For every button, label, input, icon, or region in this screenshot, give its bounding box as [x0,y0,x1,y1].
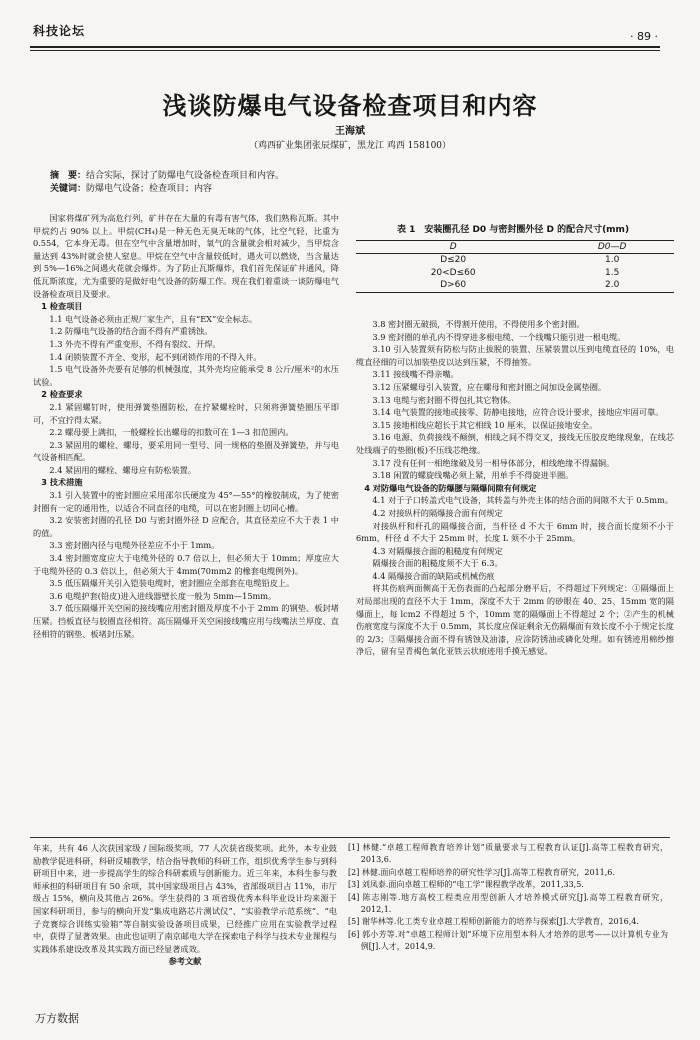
section-divider [30,837,670,838]
paragraph: 3.4 密封圈宽度应大于电缆外径的 0.7 倍以上，但必须大于 10mm；厚度应大于电缆外径的 0.3 倍以上，但必须大于 4mm(70mm2 的橡套电缆例外)。 [33,553,339,576]
reference-item: [3] 刘凤泰.面向卓越工程师的“电工学”课程教学改革，2011,33,5. [348,880,584,890]
table-row [356,279,674,292]
paragraph: 3.15 接地相线应超长于其它相线 10 厘米，以保证接地安全。 [372,419,598,430]
paragraph: 年来，共有 46 人次获国家级 / 国际级奖项，77 人次获省级奖项。此外，本专业鼓励教学促进科研，科研反哺教学，结合指导教师的科研工作，组织优秀学生参与到科研项目中来，进一步提高学生的综合科研素质与创新能力。近三年来，本科生参与教师承担的科研项目有 50 余项，其中国家级项目占 43%，省部级项目占 11%，市厅级占 15%，横向及其他占 26%。学生获得的 3 项省级优秀本科毕业设计均来源于国家科研项目，参与的横向开发“集成电路芯片测试仪”、“实验教学示范系统”、“电子竞赛综合训练实验箱”等自制实验设备项目成果，已经推广应用在实验教学过程中，获得了显著效果。由此也证明了南京邮电大学在探索电子科学与技术专业课程与实践体系建设改革及其实践方面已经显著成效。 [33,843,337,954]
article-author: 王海斌 [335,126,365,137]
table-1-title: 表 1 安装圈孔径 D0 与密封圈外径 D 的配合尺寸(mm) [396,225,630,235]
source-watermark: 万方数据 [35,1012,79,1025]
paragraph: 隔爆接合面的粗糙度须不大于 6.3。 [372,558,503,569]
reference-item: [6] 郭小芳等.对“卓越工程师计划”环境下应用型本科人才培养的思考——以计算机专业为例[J].人才，2014,9. [348,929,668,952]
paragraph: 4.1 对于子口转盖式电气设备，其转盖与外壳主体的结合面的间隙不大于 0.5mm。 [372,495,673,506]
paragraph: 3.5 低压隔爆开关引入铠装电缆时，密封圈应全部套在电缆铅皮上。 [49,578,295,589]
paragraph: 3.9 密封圈的单孔内不得穿进多根电缆、一个线嘴只能引进一根电缆。 [372,331,626,342]
header-rule [30,46,660,48]
article-affiliation: （鸡西矿业集团张辰煤矿，黑龙江 鸡西 158100） [248,141,452,151]
table-row [356,254,674,267]
bottom-left-column [33,842,337,968]
paragraph: 3.1 引入装置中的密封圈应采用邵尔氏硬度为 45°—55°的橡胶制成，为了使密封圈有一定的通用性，以适合不同直径的电缆，可以在密封圈上切同心槽。 [33,490,339,513]
paragraph: 将其伤痕两面侧高于无伤表面的凸起部分磨平后，不得超过下列规定：①隔爆面上对局部出现的直径不大于 1mm，深度不大于 2mm 的砂眼在 40、25、15mm 宽的隔爆面上，每 lcm2 不得超过 5 个，10mm 宽的隔爆面上不得超过 2 个；②产生的机械伤痕宽度与深度不大于 0.5mm，其长度应保证剩余无伤隔爆面有效长度不小于规定长度的 2/3；③隔爆接合面不得有锈蚀及油漆，应涂防锈油或磷化处理。如有锈迹用棉纱擦净后，留有呈青褐色氧化亚铁云状痕迹用手摸无感觉。 [356,583,674,657]
paragraph: 2.2 螺母要上满扣，一般螺栓长出螺母的扣数可在 1—3 扣范围内。 [49,427,294,438]
page-number: · 89 · [630,30,658,43]
table-cell: 1.0 [604,255,620,265]
paragraph: 3.14 电气装置的接地或接零、防静电接地，应符合设计要求，接地应牢固可靠。 [372,407,664,418]
paragraph: 3.12 压紧螺母引入装置，应在螺母和密封圈之间加设金属垫圈。 [372,381,607,392]
keywords-text: 防爆电气设备；检查项目；内容 [86,184,213,194]
paragraph: 3.8 密封圈无破损，不得割开使用，不得使用多个密封圈。 [372,319,585,329]
table-cell: D≤20 [440,255,467,265]
paragraph: 2.1 紧固螺钉时，使用弹簧垫圈防松，在拧紧螺栓时，只须将弹簧垫圈压平即可，不宜拧得太紧。 [33,401,339,425]
paragraph: 2.3 紧固用的螺栓、螺母，要采用同一型号、同一规格的垫圈及弹簧垫，并与电气设备相匹配。 [33,439,339,463]
table-cell: D>60 [356,279,550,292]
section-heading: 3 技术措施 [41,477,83,488]
paragraph: 3.2 安装密封圈的孔径 D0 与密封圈外径 D 应配合，其直径差应不大于表 1 中的值。 [33,515,339,538]
paragraph: 3.17 没有任何一相绝缘破及另一相导体部分，相线绝缘不得漏铜。 [372,457,615,468]
section-heading: 2 检查要求 [41,389,83,400]
reference-item: [2] 林健.面向卓越工程师培养的研究性学习[J].高等工程教育研究，2011,6. [348,867,615,877]
keywords-label: 关键词： [50,184,87,194]
paragraph: 3.10 引入装置须有防松与防止拔脱的装置、压紧装置以压到电缆直径的 10%，电缆直径细的可以加装垫皮以达到压紧，不得抽签。 [356,344,674,367]
reference-item: [5] 谢华林等.化工类专业卓越工程师创新能力的培养与探索[J].大学教育，2016,4. [348,917,639,927]
table-cell: 20<D≤60 [430,267,476,278]
reference-item: [1] 林健.“卓越工程师教育培养计划”质量要求与工程教育认证[J].高等工程教育研究，2013,6. [348,843,668,865]
paragraph: 1.3 外壳不得有严重变形，不得有裂纹、开焊。 [49,338,221,349]
paragraph: 3.6 电缆护套(铅皮)进入进线器壁长度一般为 5mm—15mm。 [49,590,277,601]
paragraph: 国家将煤矿列为高危行列，矿井存在大量的有毒有害气体，我们熟称瓦斯。其中甲烷约占 90% 以上。甲烷(CH₄)是一种无色无臭无味的气体，比空气轻，比重为 0.554，它本身无毒。但在空气中含量增加时，氧气的含量就会相对减少，当甲烷含量达到 43%时就会使人窒息。甲烷在空气中含量较低时，遇火可以燃烧，当含量达到 5%—16%之间遇火花就会爆炸。为了防止瓦斯爆炸，我们首先保证矿井通风，降低瓦斯浓度，尤为重要的是做好电气设备的防爆工作。现在我们着重谈一谈防爆电气设备检查项目及要求。 [33,213,339,299]
paragraph: 3.11 接线嘴不得亲嘴。 [372,369,459,380]
table-1 [356,240,674,293]
references [348,842,668,954]
paragraph: 1.4 闭锁装置不齐全、变形，起不到闭锁作用的不得入井。 [49,351,262,362]
paragraph: 3.18 闲置的螺旋线嘴必须上紧，用单手不得旋进半圈。 [372,470,574,481]
paragraph: 3.13 电缆与密封圈不得包扎其它物体。 [372,394,517,405]
references-heading: 参考文献 [168,956,202,967]
paragraph: 4.2 对接纵杆的隔爆接合面有何规定 [372,507,503,518]
abstract-text: 结合实际，探讨了防爆电气设备检查项目和内容。 [86,171,285,181]
header-rule-thin [30,50,660,51]
left-column [33,212,339,640]
section-heading: 4 对防爆电气设备的防爆腰与隔爆间隙有何规定 [364,482,537,493]
right-column [356,318,674,658]
table-cell: 2.0 [550,279,674,292]
abstract-label: 摘 要： [50,171,87,181]
paragraph: 对接纵杆和杆孔的隔爆接合面，当杆径 d 不大于 6mm 时，接合面长度须不小于 6mm，杆径 d 不大于 25mm 时，长度 L 须不小于 25mm。 [356,520,674,544]
table-cell: 1.5 [604,267,620,278]
table-header: D [356,241,550,254]
paragraph: 3.3 密封圈内径与电缆外径差应不小于 1mm。 [49,540,220,551]
reference-item: [4] 陈志刚等.地方高校工程类应用型创新人才培养模式研究[J].高等工程教育研究，2012,1. [348,892,668,915]
paragraph: 3.16 电源、负荷接线不颠倒，相线之间不得交叉，接线无压胶皮绝缘现象，在线芯处线端子的垫圈(板)不压线芯绝缘。 [356,432,674,455]
paragraph: 2.4 紧固用的螺栓、螺母应有防松装置。 [49,464,197,475]
table-row [356,267,674,280]
abstract [50,170,650,182]
article-title: 浅谈防爆电气设备检查项目和内容 [162,91,538,120]
paragraph: 4.4 隔爆接合面的缺陷或机械伤痕 [372,570,495,581]
paragraph: 1.5 电气设备外壳要有足够的机械强度，其外壳均应能承受 8 公斤/厘米²的水压试验。 [33,364,339,387]
journal-section: 科技论坛 [33,24,86,38]
paragraph: 1.2 防爆电气设备的结合面不得有严重锈蚀。 [49,326,213,337]
section-heading: 1 检查项目 [41,301,83,312]
paragraph: 4.3 对隔爆接合面的粗糙度有何规定 [372,545,503,556]
table-header: D0—D [550,241,674,254]
keywords [50,183,650,195]
paragraph: 3.7 低压隔爆开关空闲的接线嘴应用密封圈及厚度不小于 2mm 的钢垫、板封堵压紧。挡板直径与胶圈直径相符。高压隔爆开关空闲接线嘴应用与线嘴法兰厚度、直径相符的钢垫、板堵封压紧。 [33,603,339,639]
paragraph: 1.1 电气设备必须由正规厂家生产，且有“EX”安全标志。 [49,313,258,324]
